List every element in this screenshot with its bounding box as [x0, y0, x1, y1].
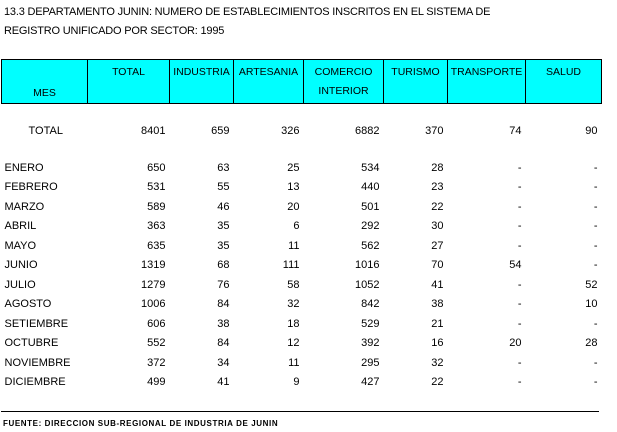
table-cell: - — [593, 200, 598, 213]
table-row — [2, 158, 602, 178]
table-cell: - — [517, 181, 522, 194]
table-cell: 1279 — [141, 278, 166, 291]
table-cell: 842 — [361, 298, 380, 311]
table-cell: 552 — [147, 337, 166, 350]
table-cell: - — [517, 356, 522, 369]
table-cell: - — [517, 161, 522, 174]
table-cell: - — [593, 259, 598, 272]
table-cell: 12 — [287, 337, 300, 350]
table-cell: 63 — [217, 161, 230, 174]
table-cell: - — [593, 220, 598, 233]
table-cell: 27 — [431, 239, 444, 252]
header-row — [2, 60, 602, 104]
table-cell: 22 — [431, 200, 444, 213]
table-cell: 55 — [217, 181, 230, 194]
month-label: SETIEMBRE — [4, 317, 69, 330]
table-row — [2, 373, 602, 393]
table-cell: 606 — [147, 317, 166, 330]
table-cell: 30 — [431, 220, 444, 233]
establishments-table — [1, 59, 602, 392]
month-label: JUNIO — [4, 259, 38, 272]
month-label: NOVIEMBRE — [4, 356, 71, 369]
total-cell: 74 — [509, 124, 522, 137]
table-cell: - — [593, 376, 598, 389]
total-cell: 6882 — [355, 124, 380, 137]
table-row — [2, 314, 602, 334]
table-cell: 16 — [431, 337, 444, 350]
table-cell: - — [593, 239, 598, 252]
table-cell: 1319 — [141, 259, 166, 272]
table-cell: 34 — [217, 356, 230, 369]
table-cell: 499 — [147, 376, 166, 389]
table-cell: 41 — [217, 376, 230, 389]
table-cell: 363 — [147, 220, 166, 233]
table-cell: - — [517, 278, 522, 291]
table-cell: 427 — [361, 376, 380, 389]
table-cell: 10 — [585, 298, 598, 311]
table-cell: 38 — [431, 298, 444, 311]
table-cell: - — [517, 200, 522, 213]
table-row — [2, 256, 602, 276]
table-cell: 1052 — [355, 278, 380, 291]
table-cell: - — [593, 181, 598, 194]
month-label: ENERO — [4, 161, 44, 174]
total-cell: 8401 — [141, 124, 166, 137]
table-row — [2, 217, 602, 237]
table-cell: 28 — [431, 161, 444, 174]
table-cell: 25 — [287, 161, 300, 174]
total-label: TOTAL — [28, 124, 63, 137]
table-cell: 6 — [293, 220, 300, 233]
month-label: FEBRERO — [4, 181, 58, 194]
table-cell: 52 — [585, 278, 598, 291]
table-cell: 22 — [431, 376, 444, 389]
table-cell: - — [517, 317, 522, 330]
total-cell: 659 — [211, 124, 230, 137]
table-cell: 1006 — [141, 298, 166, 311]
table-cell: - — [593, 161, 598, 174]
table-cell: 41 — [431, 278, 444, 291]
source-footnote: FUENTE: DIRECCION SUB-REGIONAL DE INDUSTRIA DE JUNIN — [3, 419, 279, 428]
table-cell: 392 — [361, 337, 380, 350]
table-cell: - — [517, 376, 522, 389]
table-cell: 76 — [217, 278, 230, 291]
table-cell: - — [593, 356, 598, 369]
month-label: MARZO — [4, 200, 45, 213]
table-cell: 650 — [147, 161, 166, 174]
total-cell: 370 — [425, 124, 444, 137]
table-cell: 20 — [287, 200, 300, 213]
table-cell: 23 — [431, 181, 444, 194]
table-cell: 68 — [217, 259, 230, 272]
month-label: MAYO — [4, 239, 37, 252]
total-row — [2, 121, 602, 140]
table-row — [2, 353, 602, 373]
table-cell: 21 — [431, 317, 444, 330]
table-row — [2, 275, 602, 295]
table-cell: 372 — [147, 356, 166, 369]
table-cell: 18 — [287, 317, 300, 330]
header-industria: INDUSTRIA — [170, 60, 234, 104]
header-comercio-interior: COMERCIO INTERIOR — [304, 60, 384, 104]
month-label: ABRIL — [4, 220, 37, 233]
month-label: OCTUBRE — [4, 337, 59, 350]
table-row — [2, 334, 602, 354]
table-cell: 1016 — [355, 259, 380, 272]
table-cell: 32 — [287, 298, 300, 311]
month-label: DICIEMBRE — [4, 376, 66, 389]
table-cell: 534 — [361, 161, 380, 174]
total-cell: 326 — [281, 124, 300, 137]
table-cell: 529 — [361, 317, 380, 330]
table-cell: 13 — [287, 181, 300, 194]
table-cell: 440 — [361, 181, 380, 194]
table-cell: 589 — [147, 200, 166, 213]
table-row — [2, 178, 602, 198]
table-cell: 635 — [147, 239, 166, 252]
table-title-line-1: 13.3 DEPARTAMENTO JUNIN: NUMERO DE ESTABLECIMIENTOS INSCRITOS EN EL SISTEMA DE — [4, 6, 491, 18]
month-label: JULIO — [4, 278, 36, 291]
table-cell: 11 — [288, 356, 300, 369]
table-cell: 501 — [361, 200, 380, 213]
table-row — [2, 236, 602, 256]
table-cell: 35 — [217, 220, 230, 233]
header-turismo: TURISMO — [384, 60, 448, 104]
table-cell: 70 — [431, 259, 444, 272]
table-cell: 84 — [217, 298, 230, 311]
table-row — [2, 197, 602, 217]
header-mes: MES — [2, 60, 88, 104]
table-cell: 54 — [509, 259, 522, 272]
table-cell: - — [517, 298, 522, 311]
header-total: TOTAL — [88, 60, 170, 104]
table-cell: 531 — [147, 181, 166, 194]
table-cell: 20 — [509, 337, 522, 350]
month-label: AGOSTO — [4, 298, 52, 311]
total-cell: 90 — [585, 124, 598, 137]
table-cell: 58 — [287, 278, 300, 291]
table-cell: 562 — [361, 239, 380, 252]
table-cell: 9 — [293, 376, 300, 389]
table-cell: 11 — [288, 239, 300, 252]
table-cell: 295 — [361, 356, 380, 369]
header-transporte: TRANSPORTE — [448, 60, 526, 104]
table-cell: 28 — [585, 337, 598, 350]
table-cell: 111 — [282, 259, 300, 272]
table-cell: 32 — [431, 356, 444, 369]
table-title-line-2: REGISTRO UNIFICADO POR SECTOR: 1995 — [4, 25, 225, 37]
table-cell: - — [593, 317, 598, 330]
table-cell: 84 — [217, 337, 230, 350]
table-cell: - — [517, 239, 522, 252]
table-cell: 292 — [361, 220, 380, 233]
table-cell: 35 — [217, 239, 230, 252]
table-row — [2, 295, 602, 315]
table-cell: 46 — [217, 200, 230, 213]
table-cell: - — [517, 220, 522, 233]
header-artesania: ARTESANIA — [234, 60, 304, 104]
header-salud: SALUD — [526, 60, 602, 104]
footer-divider — [1, 411, 599, 412]
table-cell: 38 — [217, 317, 230, 330]
